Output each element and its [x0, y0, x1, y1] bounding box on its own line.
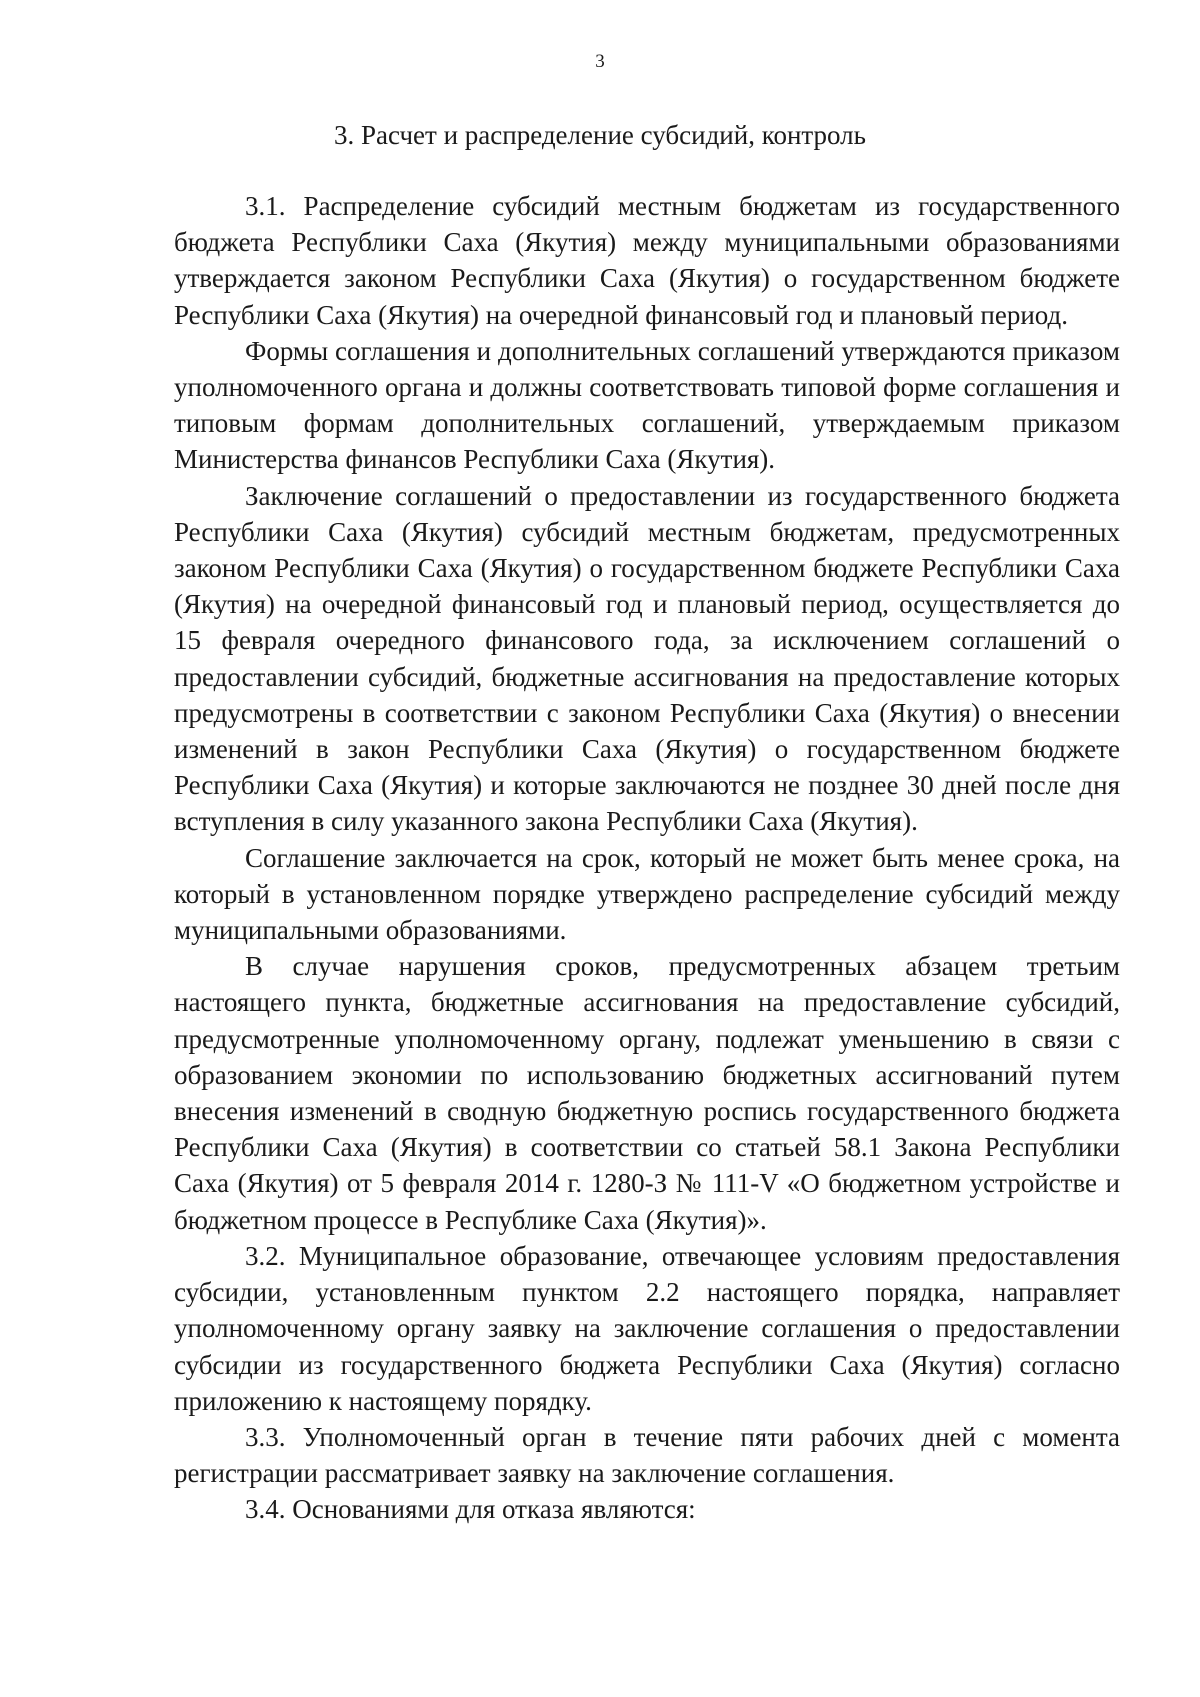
paragraph-agreement-conclusion: Заключение соглашений о предоставлении из государственного бюджета Республики Саха (Якутия) субсидий местным бюджетам, предусмотренных законом Республики Саха (Якутия) о государственном бюджете Республики Саха (Якутия) на очередной финансовый год и плановый период, осуществляется до 15 февраля очередного финансового года, за исключением соглашений о предоставлении субсидий, бюджетные ассигнования на предоставление которых предусмотрены в соответствии с законом Республики Саха (Якутия) о внесении изменений в закон Республики Саха (Якутия) о государственном бюджете Республики Саха (Якутия) и которые заключаются не позднее 30 дней после дня вступления в силу указанного закона Республики Саха (Якутия). — [174, 480, 1120, 837]
paragraph-3-2: 3.2. Муниципальное образование, отвечающее условиям предоставления субсидии, установленным пунктом 2.2 настоящего порядка, направляет уполномоченному органу заявку на заключение соглашения о предоставлении субсидии из государственного бюджета Республики Саха (Якутия) согласно приложению к настоящему порядку. — [174, 1240, 1120, 1416]
paragraph-3-3: 3.3. Уполномоченный орган в течение пяти рабочих дней с момента регистрации рассматривает заявку на заключение соглашения. — [174, 1421, 1120, 1489]
paragraph-3-1: 3.1. Распределение субсидий местным бюджетам из государственного бюджета Республики Саха (Якутия) между муниципальными образованиями утверждается законом Республики Саха (Якутия) о государственном бюджете Республики Саха (Якутия) на очередной финансовый год и плановый период. — [174, 191, 1120, 330]
paragraph-3-4: 3.4. Основаниями для отказа являются: — [245, 1494, 696, 1525]
paragraph-deadline-violation: В случае нарушения сроков, предусмотренных абзацем третьим настоящего пункта, бюджетные ассигнования на предоставление субсидий, предусмотренные уполномоченному органу, подлежат уменьшению в связи с образованием экономии по использованию бюджетных ассигнований путем внесения изменений в сводную бюджетную роспись государственного бюджета Республики Саха (Якутия) в соответствии со статьей 58.1 Закона Республики Саха (Якутия) от 5 февраля 2014 г. 1280-З № 111-V «О бюджетном устройстве и бюджетном процессе в Республике Саха (Якутия)». — [174, 951, 1120, 1235]
section-title: 3. Расчет и распределение субсидий, контроль — [334, 120, 866, 150]
page-number: 3 — [595, 51, 605, 72]
paragraph-agreement-term: Соглашение заключается на срок, который не может быть менее срока, на который в установленном порядке утверждено распределение субсидий между муниципальными образованиями. — [174, 842, 1120, 946]
document-body — [174, 188, 1120, 1528]
paragraph-agreement-forms: Формы соглашения и дополнительных соглашений утверждаются приказом уполномоченного органа и должны соответствовать типовой форме соглашения и типовым формам дополнительных соглашений, утверждаемым приказом Министерства финансов Республики Саха (Якутия). — [174, 335, 1120, 475]
